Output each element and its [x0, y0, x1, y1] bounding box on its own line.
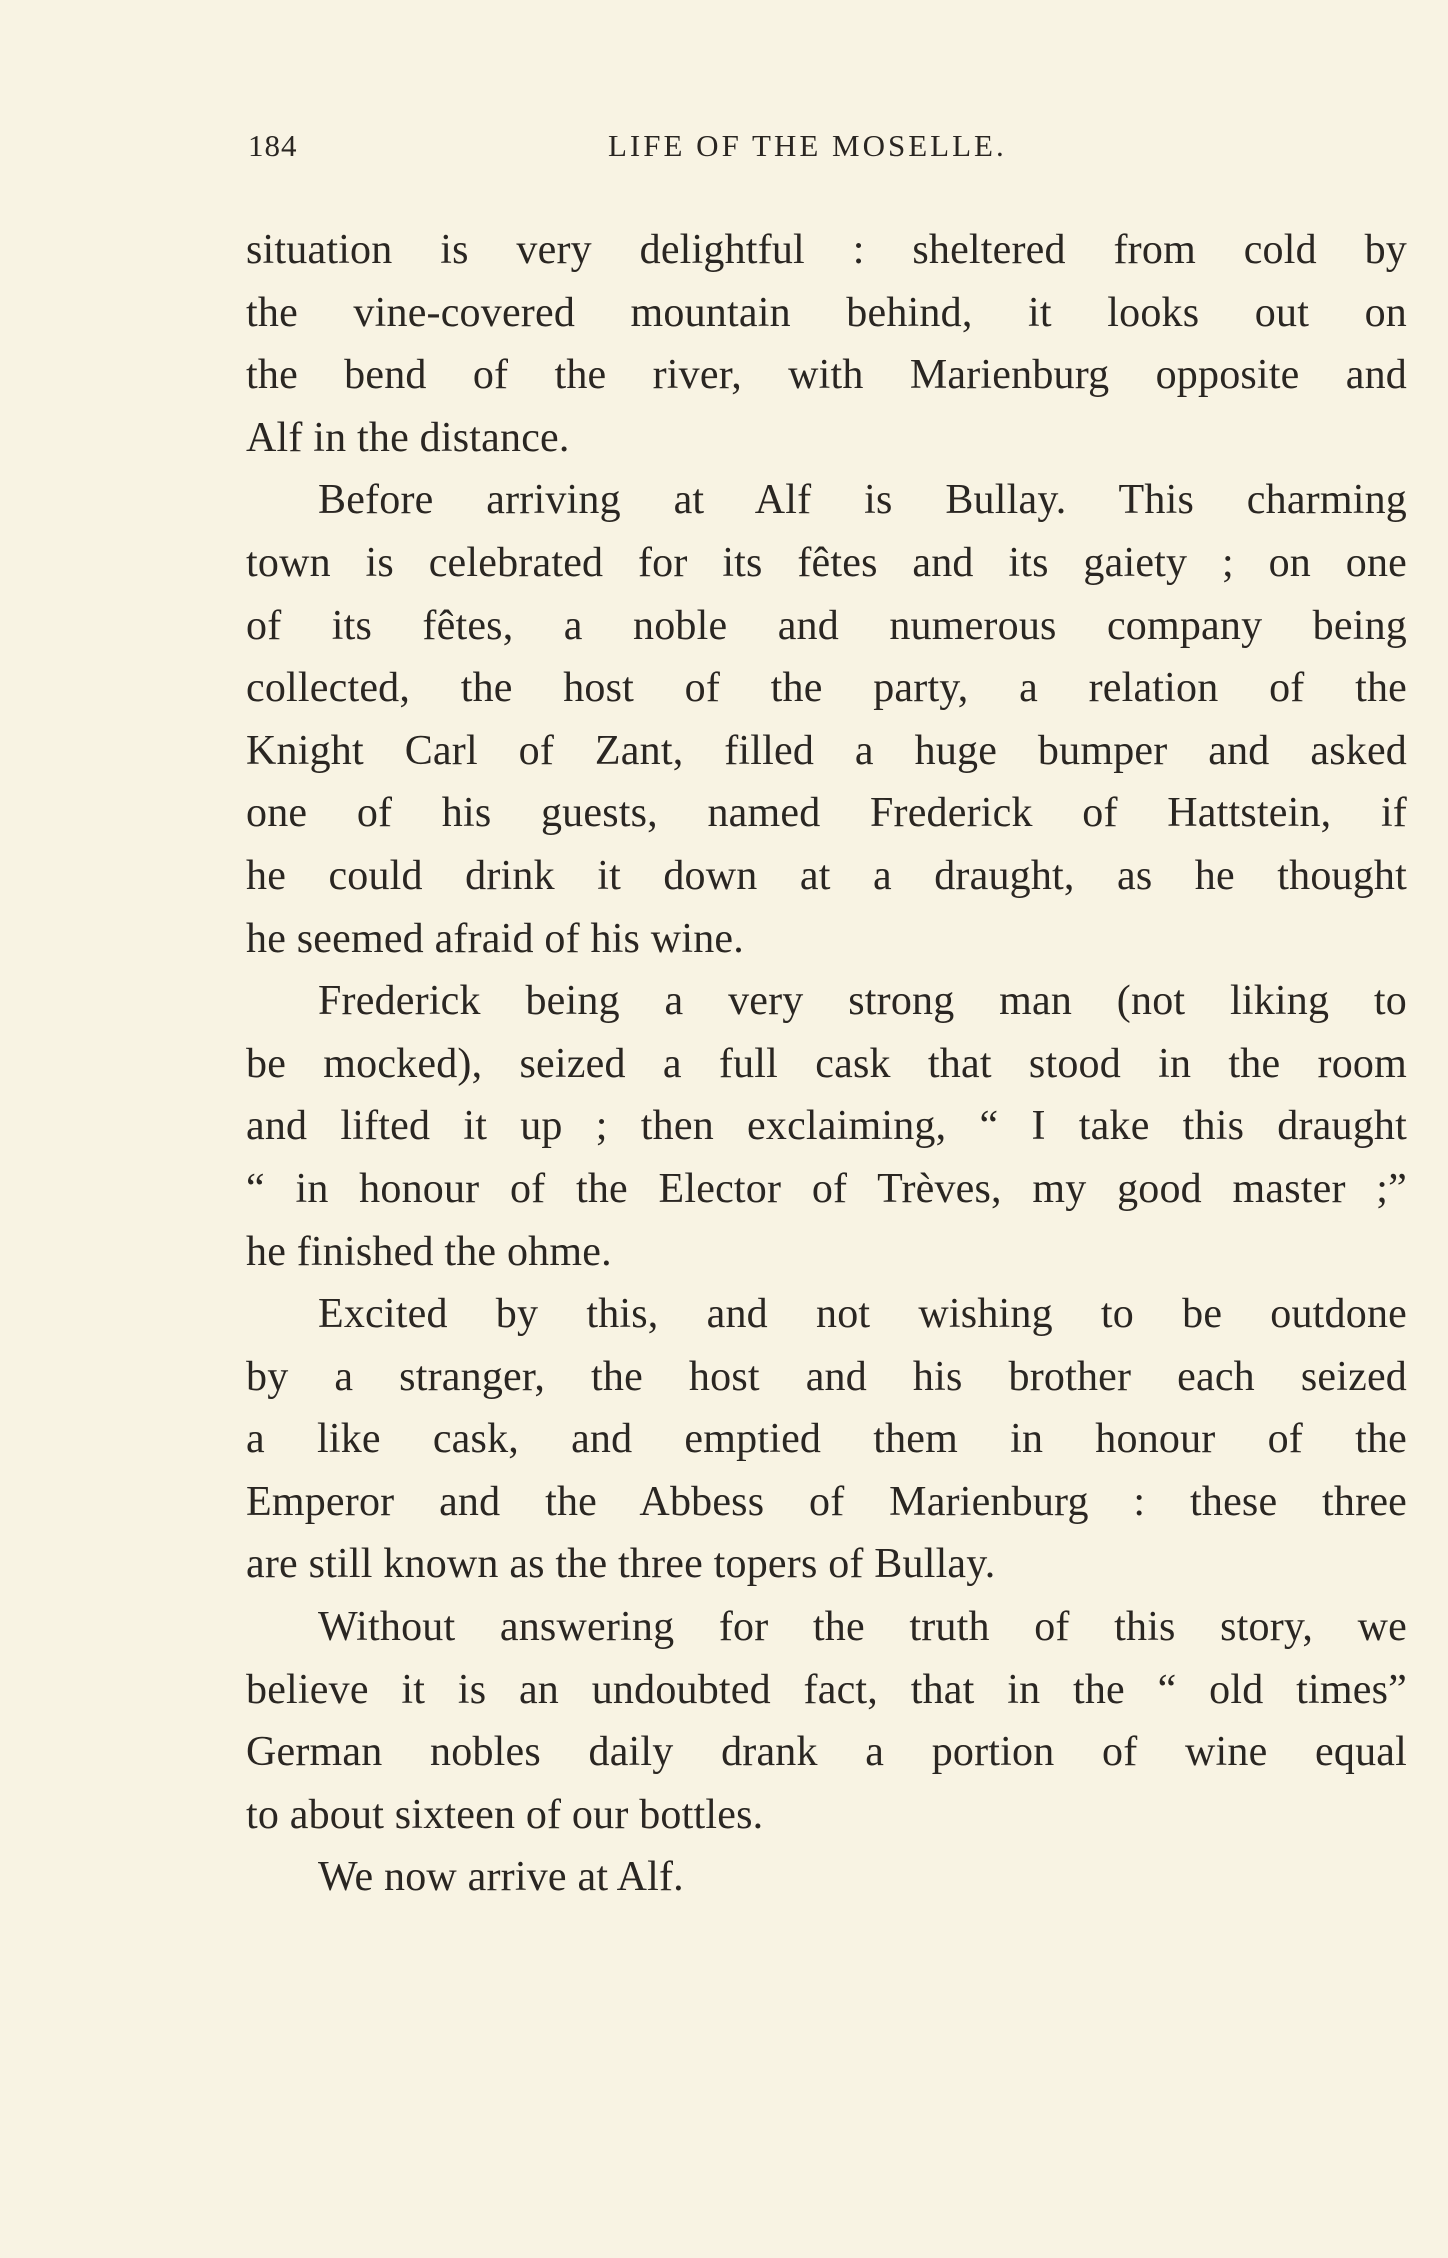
text-line: Excited by this, and not wishing to be outdone — [318, 1291, 1407, 1338]
text-line: one of his guests, named Frederick of Hattstein, if — [246, 790, 1407, 837]
text-line: town is celebrated for its fêtes and its gaiety ; on one — [246, 539, 1407, 586]
text-line: collected, the host of the party, a relation of the — [246, 665, 1407, 712]
text-line: We now arrive at Alf. — [318, 1854, 684, 1901]
text-line: Emperor and the Abbess of Marienburg : these three — [246, 1478, 1407, 1525]
running-head — [248, 128, 1406, 176]
text-line: he finished the ohme. — [246, 1228, 612, 1275]
text-line: by a stranger, the host and his brother each seized — [246, 1353, 1407, 1400]
text-line: “ in honour of the Elector of Trèves, my good master ;” — [246, 1165, 1407, 1212]
text-line: Knight Carl of Zant, filled a huge bumper and asked — [246, 727, 1407, 774]
text-line: the bend of the river, with Marienburg opposite and — [246, 352, 1407, 399]
text-line: and lifted it up ; then exclaiming, “ I take this draught — [246, 1103, 1407, 1150]
text-line: believe it is an undoubted fact, that in the “ old times” — [246, 1666, 1407, 1713]
text-line: Before arriving at Alf is Bullay. This charming — [318, 477, 1407, 524]
text-line: he could drink it down at a draught, as he thought — [246, 852, 1407, 899]
text-line: the vine-covered mountain behind, it looks out on — [246, 289, 1407, 336]
page-number: 184 — [248, 128, 298, 163]
body-text — [246, 219, 1407, 1909]
text-line: German nobles daily drank a portion of wine equal — [246, 1729, 1407, 1776]
text-line: he seemed afraid of his wine. — [246, 915, 744, 962]
text-line: are still known as the three topers of Bullay. — [246, 1541, 996, 1588]
text-line: a like cask, and emptied them in honour of the — [246, 1416, 1407, 1463]
text-line: situation is very delightful : sheltered from cold by — [246, 227, 1407, 273]
text-line: Alf in the distance. — [246, 414, 570, 461]
text-line: of its fêtes, a noble and numerous company being — [246, 602, 1407, 649]
running-title: LIFE OF THE MOSELLE. — [608, 128, 1007, 163]
text-line: Frederick being a very strong man (not liking to — [318, 978, 1407, 1025]
text-line: Without answering for the truth of this story, we — [318, 1604, 1407, 1651]
text-line: be mocked), seized a full cask that stood in the room — [246, 1040, 1407, 1087]
text-line: to about sixteen of our bottles. — [246, 1791, 764, 1838]
